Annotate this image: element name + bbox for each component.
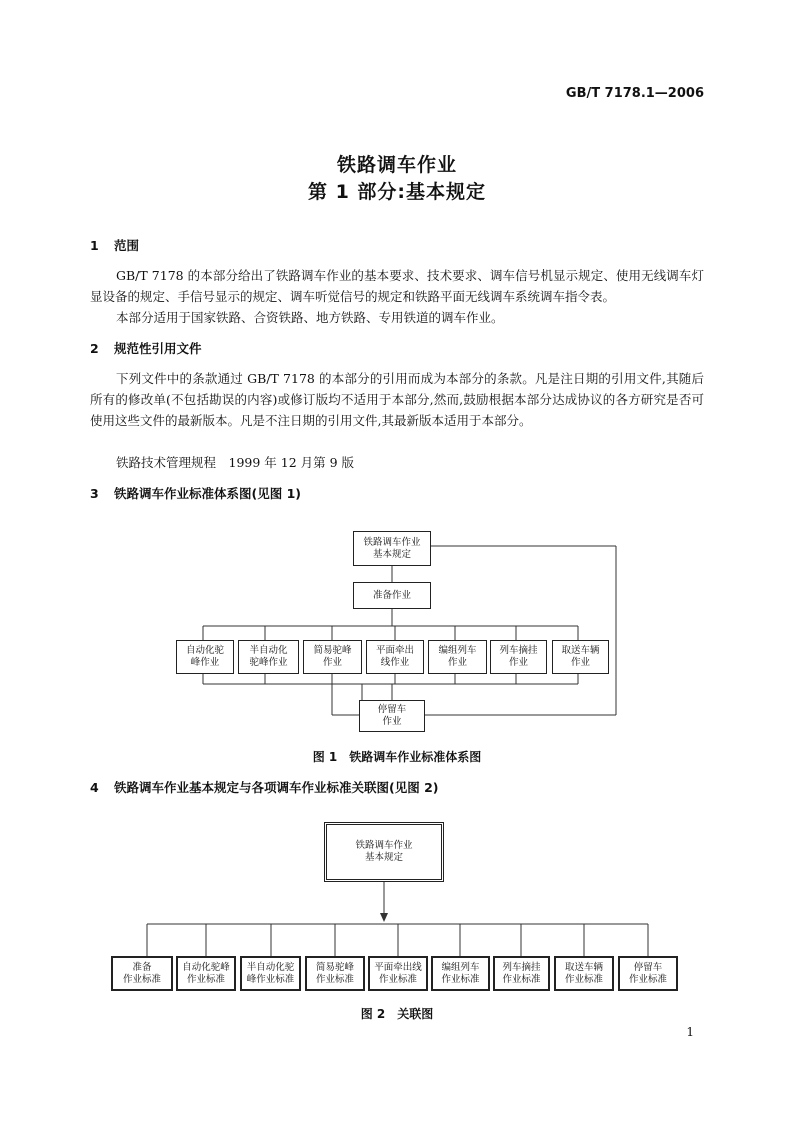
fig1-item-box bbox=[238, 640, 299, 674]
box-line: 作业标准 bbox=[564, 973, 603, 985]
fig2-item-box bbox=[240, 956, 301, 991]
box-line: 驼峰作业 bbox=[249, 657, 288, 668]
box-line: 铁路调车作业 bbox=[363, 536, 421, 548]
box-line: 准备 bbox=[132, 961, 152, 973]
box-line: 简易驼峰 bbox=[313, 645, 352, 656]
box-line: 作业 bbox=[447, 657, 467, 668]
box-line: 作业标准 bbox=[186, 973, 225, 985]
box-line: 自动化驼 bbox=[185, 645, 224, 656]
box-line: 简易驼峰 bbox=[315, 961, 354, 973]
section-1-paragraph-1: GB/T 7178 的本部分给出了铁路调车作业的基本要求、技术要求、调车信号机显示规定、使用无线调车灯显设备的规定、手信号显示的规定、调车听觉信号的规定和铁路平面无线调车系统调车指令表。 bbox=[90, 268, 704, 304]
box-line: 作业标准 bbox=[315, 973, 354, 985]
box-line: 编组列车 bbox=[438, 645, 477, 656]
box-line: 停留车 bbox=[377, 704, 407, 715]
box-line: 作业标准 bbox=[378, 973, 417, 985]
fig2-item-box bbox=[368, 956, 428, 991]
box-line: 准备作业 bbox=[372, 589, 411, 601]
standard-number: GB/T 7178.1—2006 bbox=[565, 86, 704, 101]
box-line: 半自动化 bbox=[249, 645, 288, 656]
section-1-paragraph-2: 本部分适用于国家铁路、合资铁路、地方铁路、专用铁道的调车作业。 bbox=[116, 310, 504, 325]
fig2-item-box bbox=[493, 956, 550, 991]
section-title: 铁路调车作业标准体系图(见图 1) bbox=[114, 486, 301, 501]
fig1-item-box bbox=[490, 640, 547, 674]
fig1-basic-rules-box bbox=[353, 531, 431, 566]
section-2-reference: 铁路技术管理规程 1999 年 12 月第 9 版 bbox=[116, 455, 355, 470]
box-line: 平面牵出 bbox=[375, 645, 414, 656]
box-line: 平面牵出线 bbox=[374, 961, 422, 973]
fig2-item-box bbox=[111, 956, 173, 991]
page-number: 1 bbox=[686, 1025, 694, 1039]
box-line: 作业标准 bbox=[502, 973, 541, 985]
figure-2-caption: 图 2 关联图 bbox=[360, 1007, 434, 1021]
box-line: 作业 bbox=[508, 657, 528, 668]
box-line: 列车摘挂 bbox=[502, 961, 541, 973]
section-title: 规范性引用文件 bbox=[114, 341, 202, 356]
section-4-heading bbox=[90, 778, 438, 796]
box-line: 作业标准 bbox=[122, 973, 161, 985]
section-number: 1 bbox=[90, 238, 99, 253]
box-line: 铁路调车作业 bbox=[355, 840, 413, 851]
section-number: 3 bbox=[90, 486, 99, 501]
box-line: 基本规定 bbox=[372, 548, 411, 560]
box-line: 作业 bbox=[570, 657, 590, 668]
section-number: 4 bbox=[90, 780, 99, 795]
fig2-item-box bbox=[176, 956, 236, 991]
fig1-item-box bbox=[428, 640, 487, 674]
box-line: 自动化驼峰 bbox=[182, 961, 230, 973]
box-line: 编组列车 bbox=[441, 961, 480, 973]
box-line: 线作业 bbox=[380, 657, 410, 668]
box-line: 作业标准 bbox=[628, 973, 667, 985]
box-line: 峰作业标准 bbox=[246, 973, 295, 985]
box-line: 基本规定 bbox=[364, 852, 403, 863]
box-line: 取送车辆 bbox=[561, 645, 600, 656]
box-line: 峰作业 bbox=[190, 657, 220, 668]
fig2-basic-rules-box bbox=[324, 822, 444, 882]
document-subtitle: 第 1 部分:基本规定 bbox=[307, 181, 487, 203]
box-line: 作业 bbox=[382, 716, 402, 727]
section-title: 范围 bbox=[114, 238, 140, 253]
fig1-item-box bbox=[303, 640, 362, 674]
section-2-paragraph-1: 下列文件中的条款通过 GB/T 7178 的本部分的引用而成为本部分的条款。凡是注日期的引用文件,其随后所有的修改单(不包括勘误的内容)或修订版均不适用于本部分,然而,鼓励根据本部分达成协议的各方研究是否可使用这些文件的最新版本。凡是不注日期的引用文件,其最新版本适用于本部分。 bbox=[90, 371, 704, 428]
fig2-item-box bbox=[618, 956, 678, 991]
fig1-item-box bbox=[366, 640, 424, 674]
fig2-item-box bbox=[305, 956, 365, 991]
fig1-item-box bbox=[176, 640, 234, 674]
fig2-item-box bbox=[431, 956, 490, 991]
fig1-prep-box bbox=[353, 582, 431, 609]
box-line: 半自动化驼 bbox=[246, 961, 295, 973]
section-title: 铁路调车作业基本规定与各项调车作业标准关联图(见图 2) bbox=[114, 780, 439, 795]
box-line: 作业 bbox=[322, 657, 342, 668]
box-line: 停留车 bbox=[633, 961, 663, 973]
figure-1-caption: 图 1 铁路调车作业标准体系图 bbox=[312, 750, 482, 764]
box-line: 作业标准 bbox=[441, 973, 480, 985]
section-number: 2 bbox=[90, 341, 99, 356]
fig1-stop-box bbox=[359, 700, 425, 732]
fig1-item-box bbox=[552, 640, 609, 674]
box-line: 取送车辆 bbox=[564, 961, 603, 973]
box-line: 列车摘挂 bbox=[499, 645, 538, 656]
fig2-item-box bbox=[554, 956, 614, 991]
document-title: 铁路调车作业 bbox=[336, 154, 457, 176]
